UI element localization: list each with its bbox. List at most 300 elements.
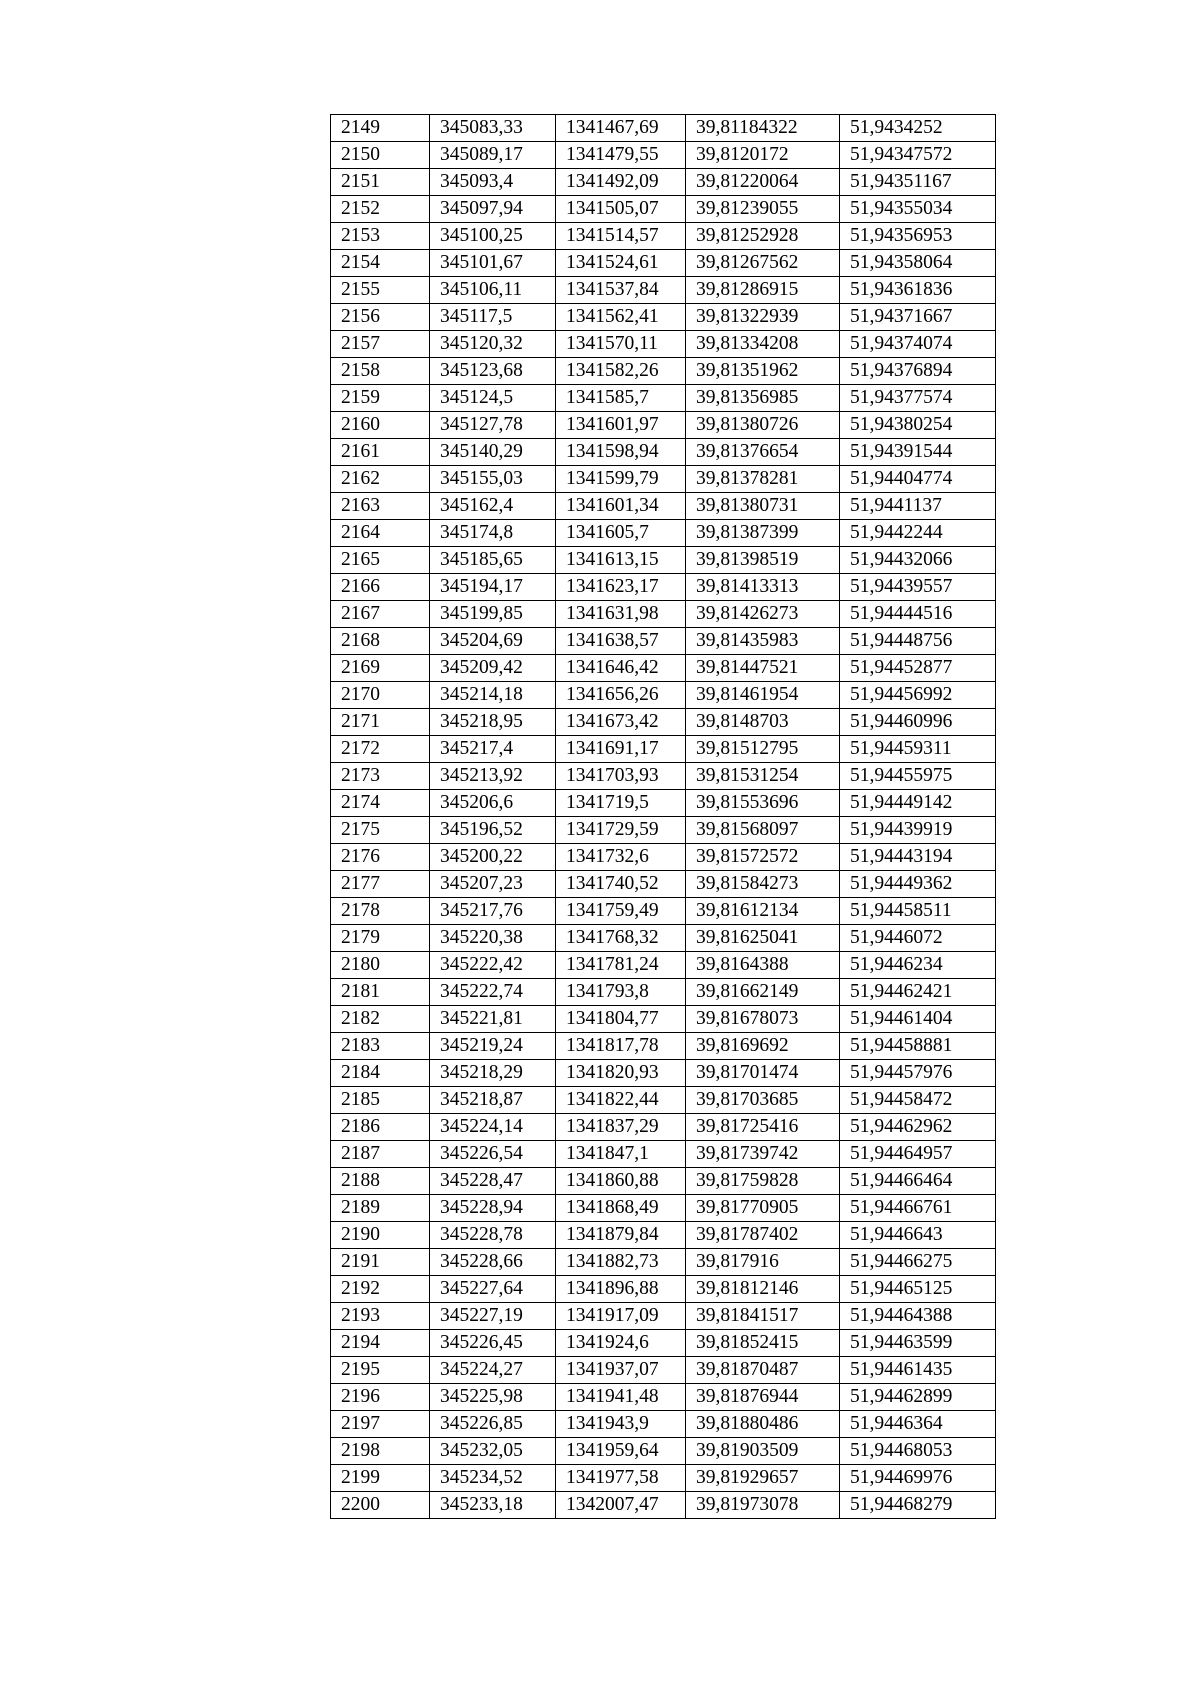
y-coordinate-cell: 1341585,7 <box>556 385 686 412</box>
point-number-cell: 2169 <box>331 655 430 682</box>
point-number-cell: 2185 <box>331 1087 430 1114</box>
y-coordinate-cell: 1341882,73 <box>556 1249 686 1276</box>
y-coordinate-cell: 1341759,49 <box>556 898 686 925</box>
y-coordinate-cell: 1341703,93 <box>556 763 686 790</box>
latitude-cell: 39,81625041 <box>686 925 840 952</box>
coordinates-table <box>330 114 996 1519</box>
latitude-cell: 39,81841517 <box>686 1303 840 1330</box>
longitude-cell: 51,94468279 <box>840 1492 996 1519</box>
latitude-cell: 39,81413313 <box>686 574 840 601</box>
longitude-cell: 51,94374074 <box>840 331 996 358</box>
point-number-cell: 2170 <box>331 682 430 709</box>
point-number-cell: 2155 <box>331 277 430 304</box>
longitude-cell: 51,94351167 <box>840 169 996 196</box>
y-coordinate-cell: 1341492,09 <box>556 169 686 196</box>
point-number-cell: 2195 <box>331 1357 430 1384</box>
table-row <box>331 1006 996 1033</box>
longitude-cell: 51,94462421 <box>840 979 996 1006</box>
x-coordinate-cell: 345127,78 <box>430 412 556 439</box>
latitude-cell: 39,81252928 <box>686 223 840 250</box>
longitude-cell: 51,94452877 <box>840 655 996 682</box>
latitude-cell: 39,81759828 <box>686 1168 840 1195</box>
x-coordinate-cell: 345097,94 <box>430 196 556 223</box>
table-row <box>331 142 996 169</box>
point-number-cell: 2182 <box>331 1006 430 1033</box>
y-coordinate-cell: 1341732,6 <box>556 844 686 871</box>
x-coordinate-cell: 345120,32 <box>430 331 556 358</box>
y-coordinate-cell: 1341570,11 <box>556 331 686 358</box>
latitude-cell: 39,81568097 <box>686 817 840 844</box>
longitude-cell: 51,94457976 <box>840 1060 996 1087</box>
longitude-cell: 51,94449142 <box>840 790 996 817</box>
latitude-cell: 39,81267562 <box>686 250 840 277</box>
y-coordinate-cell: 1341467,69 <box>556 115 686 142</box>
point-number-cell: 2186 <box>331 1114 430 1141</box>
x-coordinate-cell: 345106,11 <box>430 277 556 304</box>
y-coordinate-cell: 1341804,77 <box>556 1006 686 1033</box>
point-number-cell: 2173 <box>331 763 430 790</box>
x-coordinate-cell: 345209,42 <box>430 655 556 682</box>
x-coordinate-cell: 345218,87 <box>430 1087 556 1114</box>
point-number-cell: 2150 <box>331 142 430 169</box>
longitude-cell: 51,94371667 <box>840 304 996 331</box>
longitude-cell: 51,94466761 <box>840 1195 996 1222</box>
point-number-cell: 2180 <box>331 952 430 979</box>
y-coordinate-cell: 1341868,49 <box>556 1195 686 1222</box>
latitude-cell: 39,8164388 <box>686 952 840 979</box>
latitude-cell: 39,81973078 <box>686 1492 840 1519</box>
x-coordinate-cell: 345123,68 <box>430 358 556 385</box>
y-coordinate-cell: 1341673,42 <box>556 709 686 736</box>
y-coordinate-cell: 1341656,26 <box>556 682 686 709</box>
latitude-cell: 39,81703685 <box>686 1087 840 1114</box>
point-number-cell: 2184 <box>331 1060 430 1087</box>
x-coordinate-cell: 345117,5 <box>430 304 556 331</box>
y-coordinate-cell: 1341691,17 <box>556 736 686 763</box>
x-coordinate-cell: 345196,52 <box>430 817 556 844</box>
table-row <box>331 1330 996 1357</box>
table-row <box>331 817 996 844</box>
latitude-cell: 39,81387399 <box>686 520 840 547</box>
table-row <box>331 655 996 682</box>
y-coordinate-cell: 1341847,1 <box>556 1141 686 1168</box>
table-row <box>331 1303 996 1330</box>
table-row <box>331 1222 996 1249</box>
longitude-cell: 51,94361836 <box>840 277 996 304</box>
latitude-cell: 39,8148703 <box>686 709 840 736</box>
table-row <box>331 1384 996 1411</box>
y-coordinate-cell: 1341562,41 <box>556 304 686 331</box>
longitude-cell: 51,9441137 <box>840 493 996 520</box>
table-row <box>331 196 996 223</box>
table-row <box>331 736 996 763</box>
y-coordinate-cell: 1341646,42 <box>556 655 686 682</box>
y-coordinate-cell: 1341896,88 <box>556 1276 686 1303</box>
y-coordinate-cell: 1341817,78 <box>556 1033 686 1060</box>
table-row <box>331 1465 996 1492</box>
table-row <box>331 1060 996 1087</box>
longitude-cell: 51,94458472 <box>840 1087 996 1114</box>
table-row <box>331 898 996 925</box>
latitude-cell: 39,81356985 <box>686 385 840 412</box>
longitude-cell: 51,94460996 <box>840 709 996 736</box>
y-coordinate-cell: 1341729,59 <box>556 817 686 844</box>
x-coordinate-cell: 345228,66 <box>430 1249 556 1276</box>
x-coordinate-cell: 345222,74 <box>430 979 556 1006</box>
y-coordinate-cell: 1341719,5 <box>556 790 686 817</box>
point-number-cell: 2197 <box>331 1411 430 1438</box>
point-number-cell: 2159 <box>331 385 430 412</box>
x-coordinate-cell: 345234,52 <box>430 1465 556 1492</box>
latitude-cell: 39,81662149 <box>686 979 840 1006</box>
y-coordinate-cell: 1341623,17 <box>556 574 686 601</box>
table-row <box>331 277 996 304</box>
point-number-cell: 2160 <box>331 412 430 439</box>
table-row <box>331 115 996 142</box>
x-coordinate-cell: 345200,22 <box>430 844 556 871</box>
y-coordinate-cell: 1341860,88 <box>556 1168 686 1195</box>
point-number-cell: 2164 <box>331 520 430 547</box>
x-coordinate-cell: 345089,17 <box>430 142 556 169</box>
point-number-cell: 2176 <box>331 844 430 871</box>
table-row <box>331 358 996 385</box>
y-coordinate-cell: 1341781,24 <box>556 952 686 979</box>
latitude-cell: 39,81380731 <box>686 493 840 520</box>
longitude-cell: 51,94456992 <box>840 682 996 709</box>
x-coordinate-cell: 345232,05 <box>430 1438 556 1465</box>
latitude-cell: 39,817916 <box>686 1249 840 1276</box>
x-coordinate-cell: 345217,4 <box>430 736 556 763</box>
table-row <box>331 439 996 466</box>
latitude-cell: 39,81770905 <box>686 1195 840 1222</box>
table-row <box>331 223 996 250</box>
latitude-cell: 39,81351962 <box>686 358 840 385</box>
latitude-cell: 39,81880486 <box>686 1411 840 1438</box>
longitude-cell: 51,94458881 <box>840 1033 996 1060</box>
longitude-cell: 51,9434252 <box>840 115 996 142</box>
x-coordinate-cell: 345124,5 <box>430 385 556 412</box>
y-coordinate-cell: 1341605,7 <box>556 520 686 547</box>
y-coordinate-cell: 1341598,94 <box>556 439 686 466</box>
longitude-cell: 51,94376894 <box>840 358 996 385</box>
y-coordinate-cell: 1341941,48 <box>556 1384 686 1411</box>
latitude-cell: 39,81398519 <box>686 547 840 574</box>
point-number-cell: 2177 <box>331 871 430 898</box>
point-number-cell: 2165 <box>331 547 430 574</box>
longitude-cell: 51,94464388 <box>840 1303 996 1330</box>
table-row <box>331 466 996 493</box>
x-coordinate-cell: 345207,23 <box>430 871 556 898</box>
table-row <box>331 1168 996 1195</box>
point-number-cell: 2175 <box>331 817 430 844</box>
table-row <box>331 250 996 277</box>
table-row <box>331 790 996 817</box>
point-number-cell: 2168 <box>331 628 430 655</box>
longitude-cell: 51,94462962 <box>840 1114 996 1141</box>
y-coordinate-cell: 1341740,52 <box>556 871 686 898</box>
y-coordinate-cell: 1341837,29 <box>556 1114 686 1141</box>
table-row <box>331 1141 996 1168</box>
latitude-cell: 39,81787402 <box>686 1222 840 1249</box>
latitude-cell: 39,81876944 <box>686 1384 840 1411</box>
longitude-cell: 51,94444516 <box>840 601 996 628</box>
point-number-cell: 2199 <box>331 1465 430 1492</box>
table-row <box>331 1195 996 1222</box>
table-row <box>331 1087 996 1114</box>
y-coordinate-cell: 1341537,84 <box>556 277 686 304</box>
table-row <box>331 1276 996 1303</box>
point-number-cell: 2181 <box>331 979 430 1006</box>
y-coordinate-cell: 1341613,15 <box>556 547 686 574</box>
latitude-cell: 39,81553696 <box>686 790 840 817</box>
y-coordinate-cell: 1341937,07 <box>556 1357 686 1384</box>
longitude-cell: 51,94469976 <box>840 1465 996 1492</box>
x-coordinate-cell: 345220,38 <box>430 925 556 952</box>
latitude-cell: 39,81903509 <box>686 1438 840 1465</box>
latitude-cell: 39,81701474 <box>686 1060 840 1087</box>
x-coordinate-cell: 345083,33 <box>430 115 556 142</box>
table-row <box>331 547 996 574</box>
table-row <box>331 169 996 196</box>
y-coordinate-cell: 1341768,32 <box>556 925 686 952</box>
latitude-cell: 39,81184322 <box>686 115 840 142</box>
longitude-cell: 51,9446364 <box>840 1411 996 1438</box>
table-row <box>331 601 996 628</box>
latitude-cell: 39,81852415 <box>686 1330 840 1357</box>
longitude-cell: 51,94459311 <box>840 736 996 763</box>
longitude-cell: 51,94448756 <box>840 628 996 655</box>
point-number-cell: 2163 <box>331 493 430 520</box>
point-number-cell: 2167 <box>331 601 430 628</box>
x-coordinate-cell: 345194,17 <box>430 574 556 601</box>
longitude-cell: 51,94355034 <box>840 196 996 223</box>
latitude-cell: 39,81678073 <box>686 1006 840 1033</box>
x-coordinate-cell: 345218,29 <box>430 1060 556 1087</box>
longitude-cell: 51,94432066 <box>840 547 996 574</box>
point-number-cell: 2154 <box>331 250 430 277</box>
x-coordinate-cell: 345140,29 <box>430 439 556 466</box>
x-coordinate-cell: 345199,85 <box>430 601 556 628</box>
y-coordinate-cell: 1342007,47 <box>556 1492 686 1519</box>
latitude-cell: 39,81239055 <box>686 196 840 223</box>
point-number-cell: 2156 <box>331 304 430 331</box>
latitude-cell: 39,81220064 <box>686 169 840 196</box>
longitude-cell: 51,94462899 <box>840 1384 996 1411</box>
longitude-cell: 51,94449362 <box>840 871 996 898</box>
point-number-cell: 2152 <box>331 196 430 223</box>
latitude-cell: 39,81739742 <box>686 1141 840 1168</box>
x-coordinate-cell: 345226,45 <box>430 1330 556 1357</box>
y-coordinate-cell: 1341879,84 <box>556 1222 686 1249</box>
y-coordinate-cell: 1341943,9 <box>556 1411 686 1438</box>
table-row <box>331 1249 996 1276</box>
x-coordinate-cell: 345225,98 <box>430 1384 556 1411</box>
longitude-cell: 51,94404774 <box>840 466 996 493</box>
x-coordinate-cell: 345101,67 <box>430 250 556 277</box>
longitude-cell: 51,94358064 <box>840 250 996 277</box>
latitude-cell: 39,81378281 <box>686 466 840 493</box>
x-coordinate-cell: 345228,47 <box>430 1168 556 1195</box>
x-coordinate-cell: 345218,95 <box>430 709 556 736</box>
table-row <box>331 331 996 358</box>
table-row <box>331 979 996 1006</box>
y-coordinate-cell: 1341924,6 <box>556 1330 686 1357</box>
table-row <box>331 574 996 601</box>
coordinates-table-body <box>331 115 996 1519</box>
point-number-cell: 2172 <box>331 736 430 763</box>
longitude-cell: 51,9446072 <box>840 925 996 952</box>
y-coordinate-cell: 1341599,79 <box>556 466 686 493</box>
y-coordinate-cell: 1341793,8 <box>556 979 686 1006</box>
table-row <box>331 709 996 736</box>
latitude-cell: 39,81461954 <box>686 682 840 709</box>
x-coordinate-cell: 345224,27 <box>430 1357 556 1384</box>
x-coordinate-cell: 345228,78 <box>430 1222 556 1249</box>
x-coordinate-cell: 345217,76 <box>430 898 556 925</box>
x-coordinate-cell: 345226,54 <box>430 1141 556 1168</box>
latitude-cell: 39,81322939 <box>686 304 840 331</box>
point-number-cell: 2151 <box>331 169 430 196</box>
longitude-cell: 51,94463599 <box>840 1330 996 1357</box>
x-coordinate-cell: 345214,18 <box>430 682 556 709</box>
point-number-cell: 2161 <box>331 439 430 466</box>
table-row <box>331 1438 996 1465</box>
table-row <box>331 1033 996 1060</box>
latitude-cell: 39,81612134 <box>686 898 840 925</box>
y-coordinate-cell: 1341631,98 <box>556 601 686 628</box>
y-coordinate-cell: 1341822,44 <box>556 1087 686 1114</box>
longitude-cell: 51,94439557 <box>840 574 996 601</box>
point-number-cell: 2190 <box>331 1222 430 1249</box>
table-row <box>331 1357 996 1384</box>
latitude-cell: 39,81531254 <box>686 763 840 790</box>
y-coordinate-cell: 1341601,34 <box>556 493 686 520</box>
y-coordinate-cell: 1341601,97 <box>556 412 686 439</box>
point-number-cell: 2183 <box>331 1033 430 1060</box>
longitude-cell: 51,94443194 <box>840 844 996 871</box>
x-coordinate-cell: 345174,8 <box>430 520 556 547</box>
x-coordinate-cell: 345185,65 <box>430 547 556 574</box>
y-coordinate-cell: 1341959,64 <box>556 1438 686 1465</box>
table-row <box>331 385 996 412</box>
point-number-cell: 2193 <box>331 1303 430 1330</box>
longitude-cell: 51,94347572 <box>840 142 996 169</box>
x-coordinate-cell: 345224,14 <box>430 1114 556 1141</box>
latitude-cell: 39,81929657 <box>686 1465 840 1492</box>
longitude-cell: 51,94466464 <box>840 1168 996 1195</box>
latitude-cell: 39,81447521 <box>686 655 840 682</box>
longitude-cell: 51,9442244 <box>840 520 996 547</box>
longitude-cell: 51,94466275 <box>840 1249 996 1276</box>
point-number-cell: 2162 <box>331 466 430 493</box>
table-row <box>331 628 996 655</box>
longitude-cell: 51,94439919 <box>840 817 996 844</box>
point-number-cell: 2194 <box>331 1330 430 1357</box>
y-coordinate-cell: 1341582,26 <box>556 358 686 385</box>
latitude-cell: 39,81725416 <box>686 1114 840 1141</box>
latitude-cell: 39,81572572 <box>686 844 840 871</box>
latitude-cell: 39,81435983 <box>686 628 840 655</box>
point-number-cell: 2189 <box>331 1195 430 1222</box>
table-row <box>331 844 996 871</box>
table-row <box>331 871 996 898</box>
table-row <box>331 1114 996 1141</box>
table-row <box>331 1492 996 1519</box>
table-row <box>331 682 996 709</box>
latitude-cell: 39,8169692 <box>686 1033 840 1060</box>
table-row <box>331 412 996 439</box>
point-number-cell: 2192 <box>331 1276 430 1303</box>
longitude-cell: 51,94468053 <box>840 1438 996 1465</box>
latitude-cell: 39,81426273 <box>686 601 840 628</box>
point-number-cell: 2187 <box>331 1141 430 1168</box>
latitude-cell: 39,81334208 <box>686 331 840 358</box>
point-number-cell: 2174 <box>331 790 430 817</box>
table-row <box>331 493 996 520</box>
latitude-cell: 39,81286915 <box>686 277 840 304</box>
table-row <box>331 304 996 331</box>
x-coordinate-cell: 345227,19 <box>430 1303 556 1330</box>
point-number-cell: 2178 <box>331 898 430 925</box>
point-number-cell: 2179 <box>331 925 430 952</box>
point-number-cell: 2153 <box>331 223 430 250</box>
latitude-cell: 39,81812146 <box>686 1276 840 1303</box>
point-number-cell: 2157 <box>331 331 430 358</box>
y-coordinate-cell: 1341638,57 <box>556 628 686 655</box>
longitude-cell: 51,94458511 <box>840 898 996 925</box>
longitude-cell: 51,94380254 <box>840 412 996 439</box>
y-coordinate-cell: 1341977,58 <box>556 1465 686 1492</box>
longitude-cell: 51,94464957 <box>840 1141 996 1168</box>
latitude-cell: 39,81380726 <box>686 412 840 439</box>
x-coordinate-cell: 345219,24 <box>430 1033 556 1060</box>
x-coordinate-cell: 345233,18 <box>430 1492 556 1519</box>
longitude-cell: 51,94461404 <box>840 1006 996 1033</box>
table-row <box>331 763 996 790</box>
y-coordinate-cell: 1341820,93 <box>556 1060 686 1087</box>
table-row <box>331 1411 996 1438</box>
latitude-cell: 39,81870487 <box>686 1357 840 1384</box>
x-coordinate-cell: 345213,92 <box>430 763 556 790</box>
point-number-cell: 2191 <box>331 1249 430 1276</box>
x-coordinate-cell: 345204,69 <box>430 628 556 655</box>
table-row <box>331 520 996 547</box>
point-number-cell: 2166 <box>331 574 430 601</box>
x-coordinate-cell: 345221,81 <box>430 1006 556 1033</box>
latitude-cell: 39,81512795 <box>686 736 840 763</box>
x-coordinate-cell: 345162,4 <box>430 493 556 520</box>
longitude-cell: 51,94465125 <box>840 1276 996 1303</box>
longitude-cell: 51,94377574 <box>840 385 996 412</box>
longitude-cell: 51,9446234 <box>840 952 996 979</box>
point-number-cell: 2149 <box>331 115 430 142</box>
x-coordinate-cell: 345226,85 <box>430 1411 556 1438</box>
point-number-cell: 2188 <box>331 1168 430 1195</box>
x-coordinate-cell: 345093,4 <box>430 169 556 196</box>
table-row <box>331 952 996 979</box>
x-coordinate-cell: 345100,25 <box>430 223 556 250</box>
y-coordinate-cell: 1341479,55 <box>556 142 686 169</box>
latitude-cell: 39,81376654 <box>686 439 840 466</box>
longitude-cell: 51,94391544 <box>840 439 996 466</box>
point-number-cell: 2198 <box>331 1438 430 1465</box>
y-coordinate-cell: 1341917,09 <box>556 1303 686 1330</box>
table-row <box>331 925 996 952</box>
latitude-cell: 39,81584273 <box>686 871 840 898</box>
x-coordinate-cell: 345222,42 <box>430 952 556 979</box>
x-coordinate-cell: 345227,64 <box>430 1276 556 1303</box>
x-coordinate-cell: 345206,6 <box>430 790 556 817</box>
